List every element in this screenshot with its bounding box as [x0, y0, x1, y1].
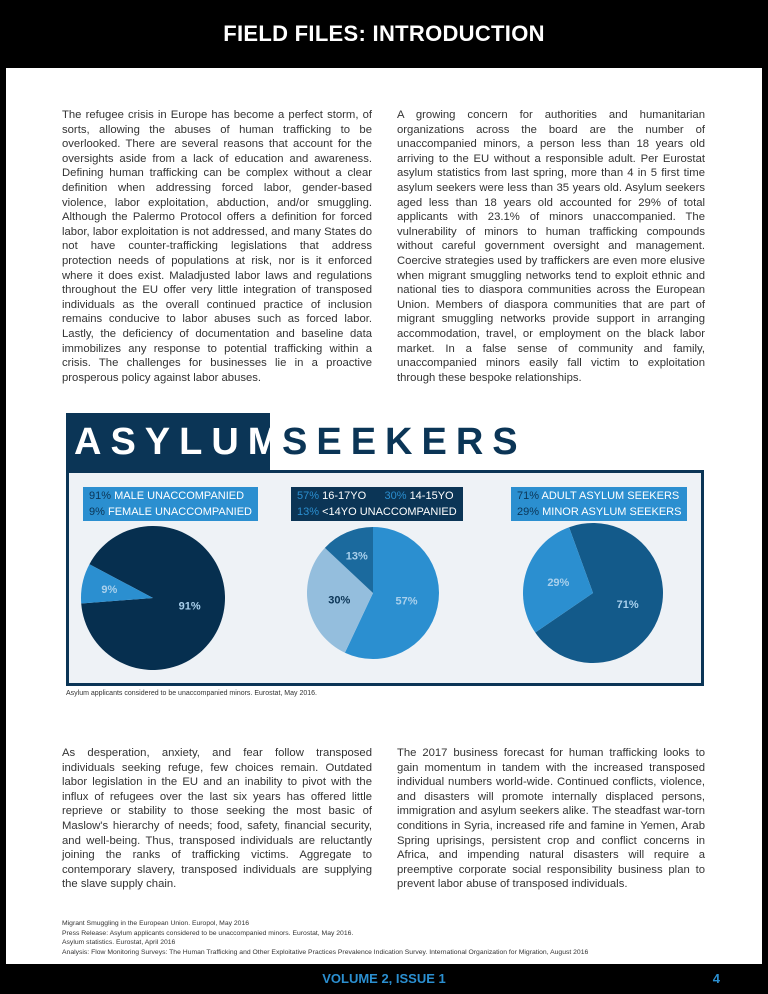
legend-label: MALE UNACCOMPANIED — [114, 490, 245, 502]
legend-label: 14-15YO — [409, 490, 454, 502]
pie-slice-label: 91% — [178, 600, 201, 613]
pie-slice-label: 9% — [101, 583, 118, 596]
bottom-right-paragraph: The 2017 business forecast for human trafficking looks to gain momentum in tandem with the increased transposed individual numbers world-wide. Continued conflicts, violence, and disasters will promote internally displaced persons, immigration and asylum seekers alike. The steadfast war-torn conditions in Syria, increased rife and famine in Yemen, Arab Spring uprisings, persistent crop and conflict concerns in Africa, and impending natural disasters will require a preemptive corporate social responsibility business plan to prevent labor abuse of transposed individuals. — [397, 747, 705, 891]
page-footer — [0, 964, 768, 994]
page-number: 4 — [712, 971, 720, 986]
bottom-left-paragraph: As desperation, anxiety, and fear follow transposed individuals seeking refuge, few choices remain. Outdated labor legislation in the EU and an inability to pivot with the influx of refugees over the last six years has offered little reprieve or stability to those seeking the most basic of Maslow's hierarchy of needs; food, safety, financial security, and well-being. Thus, transposed individuals are reluctantly joining the ranks of trafficking victims. Aggregate to contemporary slavery, transposed individuals are supplying the slave supply chain. — [62, 747, 372, 891]
volume-issue: VOLUME 2, ISSUE 1 — [322, 971, 446, 986]
legend-pie-3 — [511, 487, 687, 521]
infographic-title-b: SEEKERS — [282, 420, 527, 463]
legend-label: 16-17YO — [322, 490, 367, 502]
legend-pct: 71% — [517, 490, 540, 502]
legend-pie-1 — [83, 487, 258, 521]
footnote: Analysis: Flow Monitoring Surveys: The Human Trafficking and Other Exploitative Practices Prevalence Indication Survey. International Organization for Migration, August 2016 — [62, 948, 589, 956]
legend-pct: 29% — [517, 506, 540, 518]
footnote: Press Release: Asylum applicants considered to be unaccompanied minors. Eurostat, May 2016. — [62, 929, 354, 937]
legend-label: <14YO UNACCOMPANIED — [322, 506, 457, 518]
footnote: Migrant Smuggling in the European Union. Europol, May 2016 — [62, 920, 250, 927]
legend-label: FEMALE UNACCOMPANIED — [107, 506, 253, 518]
intro-right-paragraph: A growing concern for authorities and humanitarian organizations across the board are the number of unaccompanied minors, a person less than 18 years old arriving to the EU without a responsible adult. Per Eurostat asylum statistics from last spring, more than 4 in 5 first time asylum seekers were less than 35 years old. Asylum seekers aged less than 18 years old accounted for 29% of total applicants with 23.1% of minors unaccompanied. The vulnerability of minors to human trafficking compounds without careful government oversight and management. Coercive strategies used by traffickers are even more elusive when migrant smuggling networks tend to exploit ethnic and national ties to diaspora communities across the European Union. Members of diaspora communities that are part of migrant smuggling networks provide support in arranging accommodation, travel, or employment on the black labor market. In a false sense of community and family, unaccompanied minors easily fall victim to exploitation through these bespoke relationships. — [397, 109, 705, 384]
page-header: FIELD FILES: INTRODUCTION — [223, 21, 545, 46]
infographic-title-a: ASYLUM — [66, 413, 270, 471]
pie-slice-label: 30% — [328, 594, 351, 607]
legend-pct: 9% — [89, 506, 105, 518]
legend-pct: 13% — [297, 506, 320, 518]
footnotes — [62, 919, 588, 957]
pie-slice-label: 71% — [616, 599, 639, 612]
legend-pct: 57% — [297, 490, 320, 502]
legend-pie-2 — [291, 487, 463, 521]
legend-label: MINOR ASYLUM SEEKERS — [542, 506, 682, 518]
page-body — [6, 68, 762, 964]
pie-slice-label: 29% — [547, 576, 570, 589]
pie-slice-label: 13% — [345, 550, 368, 563]
infographic-panel — [66, 470, 704, 686]
intro-left-paragraph: The refugee crisis in Europe has become a perfect storm, of sorts, allowing the abuses of human trafficking to be overlooked. There are several reasons that account for the oversights aside from a lack of education and awareness. Defining human trafficking can be complex without a clear definition when addressing forced labor, gender-based violence, labor exploitation, abduction, and/or smuggling. Although the Palermo Protocol offers a definition for forced labor, labor exploitation is not addressed, and many States do not have counter-trafficking legislations that address protection needs of populations at risk, nor is it enforced where it does exist. Maladjusted labor laws and regulations throughout the EU offer very little integration of transposed individuals as the overall continued practice of inclusion remains conducive to labor abuses such as forced labor. Lastly, the deficiency of documentation and baseline data immobilizes any response to potential trafficking within a crisis. The challenges for businesses lie in a proactive prosperous policy against labor abuses. — [62, 109, 372, 384]
legend-pct: 91% — [89, 490, 112, 502]
legend-pct: 30% — [384, 490, 407, 502]
legend-label: ADULT ASYLUM SEEKERS — [541, 490, 680, 502]
footnote: Asylum statistics. Eurostat, April 2016 — [62, 939, 176, 946]
infographic-source: Asylum applicants considered to be unaccompanied minors. Eurostat, May 2016. — [66, 690, 317, 697]
pie-slice-label: 57% — [395, 595, 418, 608]
